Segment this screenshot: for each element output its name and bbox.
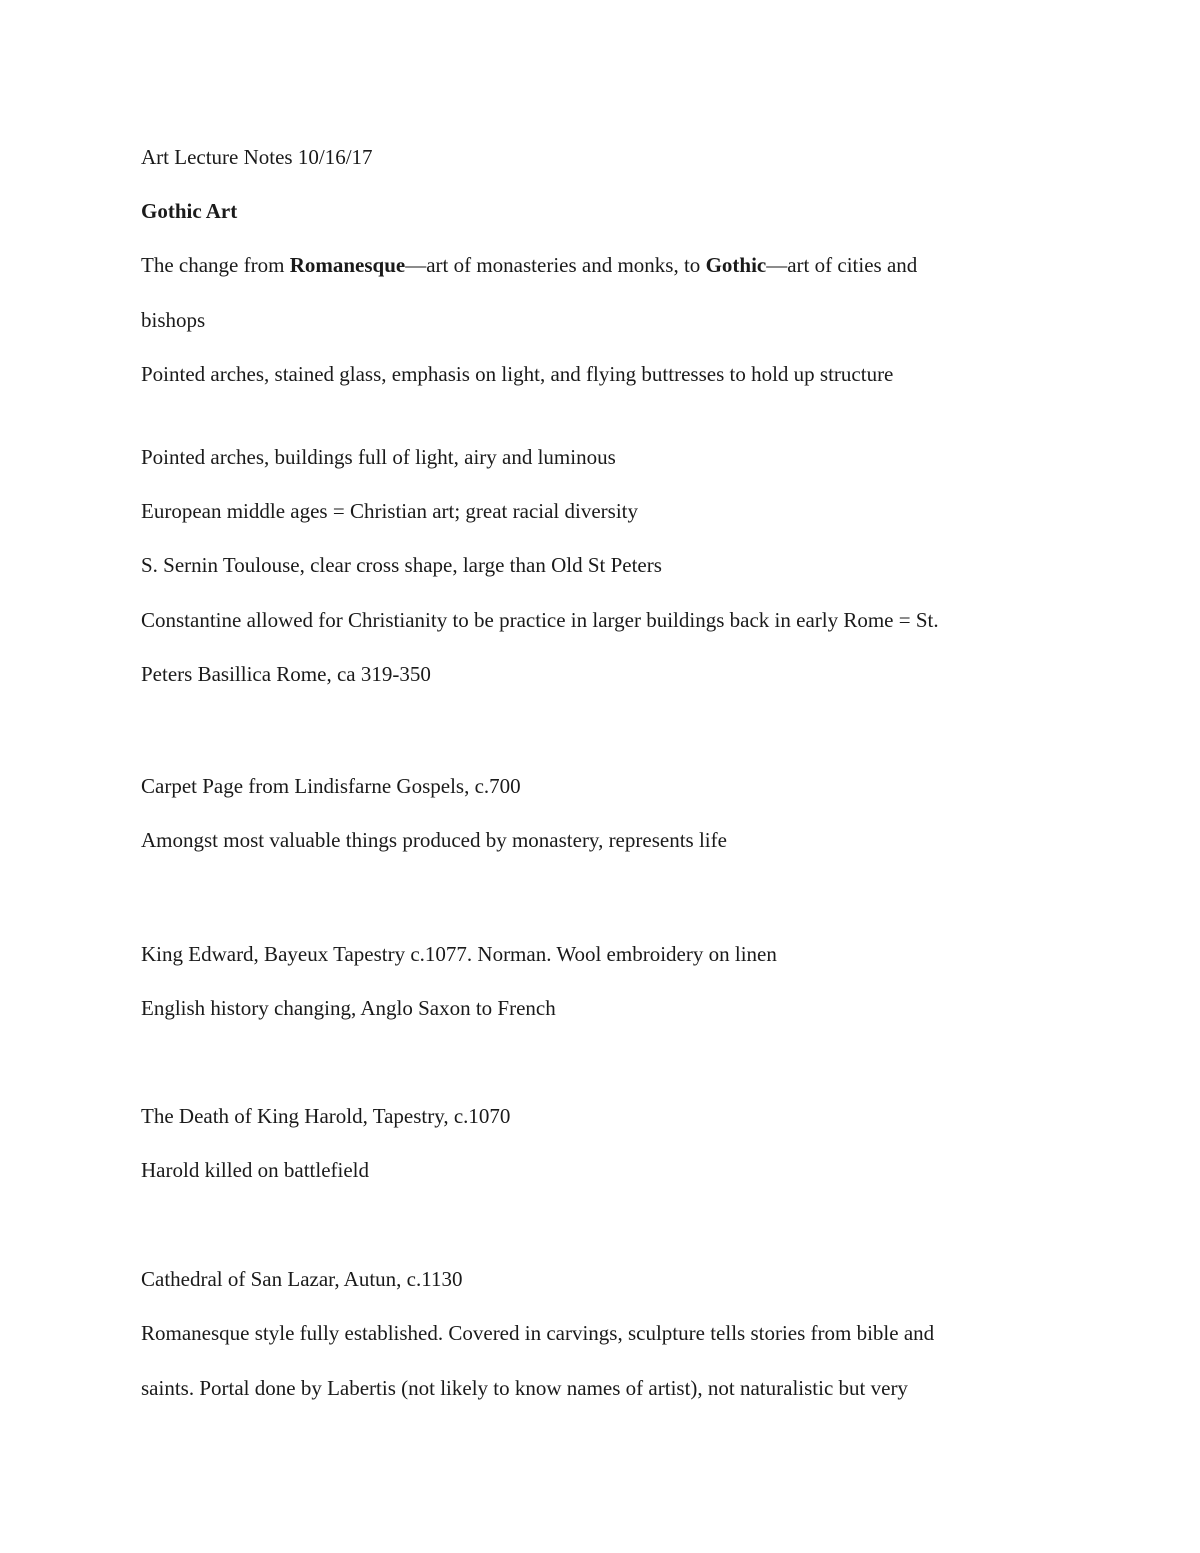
note-line: Harold killed on battlefield — [141, 1158, 370, 1182]
note-line: Pointed arches, stained glass, emphasis on light, and flying buttresses to hold up structure — [141, 362, 894, 386]
note-line: S. Sernin Toulouse, clear cross shape, large than Old St Peters — [141, 553, 662, 577]
intro-line — [141, 252, 917, 278]
note-line: Romanesque style fully established. Covered in carvings, sculpture tells stories from bible and — [141, 1321, 935, 1345]
note-line: English history changing, Anglo Saxon to French — [141, 996, 556, 1020]
term-romanesque: Romanesque — [289, 253, 406, 277]
note-line: European middle ages = Christian art; great racial diversity — [141, 499, 639, 523]
note-line: Amongst most valuable things produced by monastery, represents life — [141, 828, 727, 852]
section-heading — [141, 198, 237, 224]
note-line: saints. Portal done by Labertis (not likely to know names of artist), not naturalistic but very — [141, 1376, 908, 1400]
note-line: Pointed arches, buildings full of light, airy and luminous — [141, 445, 616, 469]
heading-text: Gothic Art — [141, 199, 238, 223]
note-line: Cathedral of San Lazar, Autun, c.1130 — [141, 1267, 463, 1291]
intro-part2: —art of monasteries and monks, to — [405, 253, 706, 277]
intro-part3: —art of cities and — [766, 253, 918, 277]
note-line: The Death of King Harold, Tapestry, c.1070 — [141, 1104, 511, 1128]
term-gothic: Gothic — [705, 253, 767, 277]
intro-continuation: bishops — [141, 308, 206, 332]
note-line: King Edward, Bayeux Tapestry c.1077. Norman. Wool embroidery on linen — [141, 942, 777, 966]
intro-part1: The change from — [141, 253, 290, 277]
note-line: Peters Basillica Rome, ca 319-350 — [141, 662, 431, 686]
note-line: Carpet Page from Lindisfarne Gospels, c.700 — [141, 774, 521, 798]
note-line: Constantine allowed for Christianity to be practice in larger buildings back in early Rome = St. — [141, 608, 939, 632]
document-header: Art Lecture Notes 10/16/17 — [141, 145, 373, 169]
